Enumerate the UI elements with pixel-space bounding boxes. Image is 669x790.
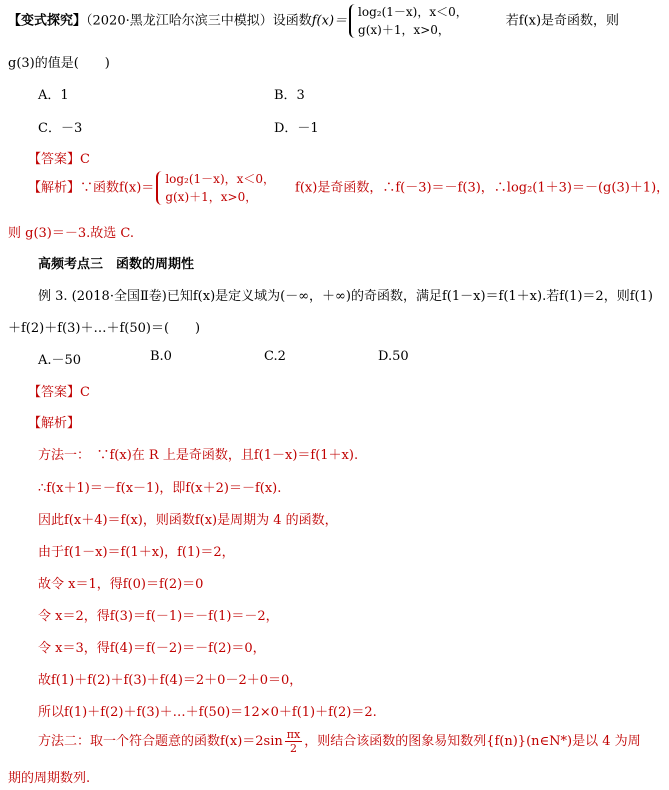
ex3-method2-a: 方法二：取一个符合题意的函数f(x)＝2sin (38, 734, 283, 749)
ex3-method2-line2: 期的周期数列. (8, 771, 91, 786)
q1-explanation-case-2: g(x)＋1，x>0， (165, 190, 258, 204)
q1-source: （2020·黑龙江哈尔滨三中模拟）设函数 (86, 13, 312, 29)
q1-answer: 【答案】C (28, 152, 90, 167)
q1-option-b: B．3 (274, 88, 305, 103)
q1-stem-line2: g(3)的值是( ) (8, 56, 110, 71)
ex3-step-6: 令 x＝2，得f(3)＝f(－1)＝－f(1)＝－2， (38, 609, 279, 624)
q1-explanation-b: f(x)是奇函数，∴f(－3)＝－f(3)，∴log₂(1＋3)＝－(g(3)＋1)， (295, 180, 669, 196)
ex3-step-2: ∴f(x＋1)＝－f(x－1)，即f(x＋2)＝－f(x). (38, 481, 282, 496)
q1-explanation-line1 (28, 170, 669, 206)
q1-condition: 若f(x)是奇函数，则 (505, 13, 620, 29)
ex3-method2-fraction (285, 728, 302, 755)
ex3-fraction-numerator: πx (286, 728, 301, 741)
ex3-explanation-tag: 【解析】 (28, 416, 81, 431)
q1-case-1: log₂(1－x)，x＜0， (358, 5, 468, 19)
section-heading: 高频考点三 函数的周期性 (38, 257, 195, 272)
q1-fx: f(x)＝ (311, 13, 348, 29)
ex3-step-7: 令 x＝3，得f(4)＝f(－2)＝－f(2)＝0， (38, 641, 266, 656)
q1-explanation-a: ∵函数f(x)＝ (80, 180, 155, 196)
ex3-step-8: 故f(1)＋f(2)＋f(3)＋f(4)＝2＋0－2＋0＝0， (38, 673, 303, 688)
q1-explanation-case-1: log₂(1－x)，x＜0， (165, 172, 276, 186)
ex3-option-a: A.－50 (38, 353, 82, 368)
ex3-method2-line1 (38, 728, 641, 755)
ex3-step-9: 所以f(1)＋f(2)＋f(3)＋…＋f(50)＝12×0＋f(1)＋f(2)＝2. (38, 705, 377, 720)
q1-piecewise (349, 3, 468, 39)
q1-explanation-piecewise (156, 170, 275, 206)
ex3-option-d: D.50 (378, 349, 409, 364)
q1-explanation-tag: 【解析】 (28, 180, 81, 196)
q1-case-2: g(x)＋1，x>0， (358, 23, 450, 37)
q1-explanation-line2: 则 g(3)＝－3.故选 C. (8, 226, 135, 241)
ex3-step-1: 方法一： ∵f(x)在 R 上是奇函数，且f(1－x)＝f(1＋x). (38, 448, 359, 463)
ex3-step-4: 由于f(1－x)＝f(1＋x)，f(1)＝2， (38, 545, 235, 560)
ex3-stem-line2: ＋f(2)＋f(3)＋…＋f(50)＝( ) (8, 321, 201, 336)
ex3-stem-line1: 例 3. (2018·全国Ⅱ卷)已知f(x)是定义域为(－∞，＋∞)的奇函数，满足f(1－x)＝f(1＋x).若f(1)＝2，则f(1) (38, 289, 653, 304)
ex3-option-b: B.0 (150, 349, 172, 364)
ex3-answer: 【答案】C (28, 385, 90, 400)
ex3-option-c: C.2 (264, 349, 286, 364)
q1-option-d: D．－1 (274, 121, 319, 136)
q1-option-c: C．－3 (38, 121, 83, 136)
ex3-step-5: 故令 x＝1，得f(0)＝f(2)＝0 (38, 577, 204, 592)
q1-tag: 【变式探究】 (8, 13, 87, 29)
q1-option-a: A．1 (38, 88, 69, 103)
ex3-fraction-denominator: 2 (289, 742, 297, 755)
ex3-method2-b: ，则结合该函数的图象易知数列{f(n)}(n∈N*)是以 4 为周 (304, 734, 641, 749)
q1-stem-line1 (8, 3, 619, 39)
ex3-step-3: 因此f(x＋4)＝f(x)，则函数f(x)是周期为 4 的函数， (38, 513, 338, 528)
